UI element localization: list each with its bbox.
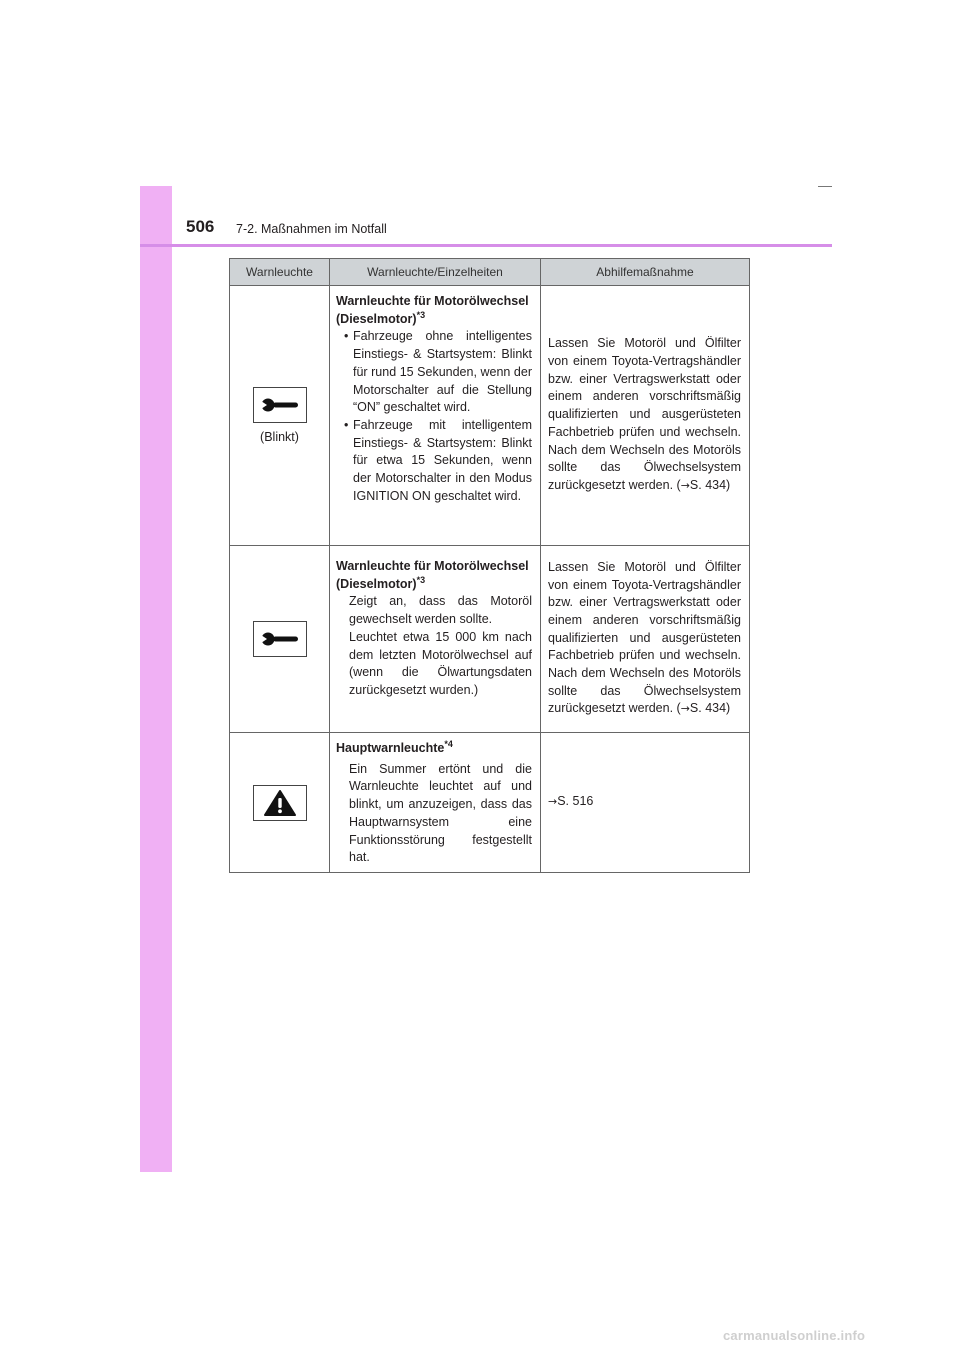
details-cell — [330, 733, 541, 872]
list-item: Leuchtet etwa 15 000 km nach dem letzten Motorölwechsel auf (wenn die Ölwartungsdaten zurückgesetzt wurden.) — [349, 629, 532, 697]
table-header-row — [230, 259, 749, 285]
remedy-text: Lassen Sie Motoröl und Ölfilter von einem Toyota-Vertragshändler bzw. einer Vertragswerkstatt oder einem anderen vorschriftsmäßig qualifizierten und ausgerüsteten Fachbetrieb prüfen und wechseln. Nach dem Wechseln des Motoröls sollte das Ölwechselsystem zurückgesetzt werden. (→S. 434) — [548, 559, 741, 716]
table-row — [230, 545, 749, 732]
watermark: carmanualsonline.info — [723, 1328, 866, 1343]
page-reference: S. 434) — [689, 477, 731, 492]
remedy-cell — [541, 733, 749, 872]
wrench-icon — [253, 387, 307, 423]
remedy-cell — [541, 286, 749, 545]
warning-triangle-icon — [253, 785, 307, 821]
remedy-text: Lassen Sie Motoröl und Ölfilter von einem Toyota-Vertragshändler bzw. einer Vertragswerkstatt oder einem anderen vorschriftsmäßig qualifizierten und ausgerüsteten Fachbetrieb prüfen und wechseln. Nach dem Wechseln des Motoröls sollte das Ölwechselsystem zurückgesetzt werden. (→S. 434) — [548, 336, 741, 492]
arrow-right-icon: → — [680, 478, 690, 492]
details-title: Warnleuchte für Motorölwechsel (Dieselmotor)$^{*3}$ — [336, 294, 529, 326]
details-title: Hauptwarnleuchte$^{*4}$ — [336, 738, 453, 755]
column-header-warnleuchte: Warnleuchte — [230, 259, 330, 285]
icon-cell — [230, 546, 330, 732]
remedy-cell — [541, 546, 749, 732]
icon-cell — [230, 286, 330, 545]
page-number: 506 — [186, 217, 215, 236]
footnote-ref: *3 — [416, 574, 426, 585]
list-item: Ein Summer ertönt und die Warnleuchte leuchtet auf und blinkt, um anzuzeigen, dass das Hauptwarnsystem eine Funktionsstörung festgestellt hat. — [349, 761, 532, 865]
remedy-text — [548, 793, 741, 811]
corner-crop-mark — [818, 186, 832, 187]
chapter-sidebar-tab — [140, 186, 172, 1172]
arrow-right-icon: → — [548, 795, 558, 809]
footnote-ref: *3 — [416, 309, 426, 320]
table-row — [230, 732, 749, 872]
details-cell — [330, 286, 541, 545]
footnote-ref: *4 — [444, 738, 453, 749]
details-cell — [330, 546, 541, 732]
column-header-details: Warnleuchte/Einzelheiten — [330, 259, 541, 285]
wrench-icon — [253, 621, 307, 657]
arrow-right-icon: → — [680, 702, 690, 716]
warning-light-table — [229, 258, 750, 873]
list-item: Zeigt an, dass das Motoröl gewechselt werden sollte. — [349, 594, 532, 627]
icon-cell — [230, 733, 330, 872]
details-title: Warnleuchte für Motorölwechsel (Dieselmotor)$^{*3}$ — [336, 559, 529, 591]
table-row — [230, 285, 749, 545]
column-header-remedy: Abhilfemaßnahme — [596, 265, 694, 279]
page-reference: S. 516 — [557, 794, 594, 809]
header-rule — [140, 244, 832, 247]
page-reference: S. 434) — [689, 701, 731, 716]
list-item: • Fahrzeuge mit intelligentem Einstiegs- & Startsystem: Blinkt für etwa 15 Sekunden, wenn der Motorschalter in den Modus IGNITION ON geschaltet wird. — [336, 417, 532, 506]
list-item: • Fahrzeuge ohne intelligentes Einstiegs- & Startsystem: Blinkt für rund 15 Sekunden, wenn der Motorschalter auf die Stellung “ON” geschaltet wird. — [336, 328, 532, 417]
section-title: 7-2. Maßnahmen im Notfall — [236, 222, 387, 236]
icon-note-blinkt: (Blinkt) — [260, 430, 299, 444]
